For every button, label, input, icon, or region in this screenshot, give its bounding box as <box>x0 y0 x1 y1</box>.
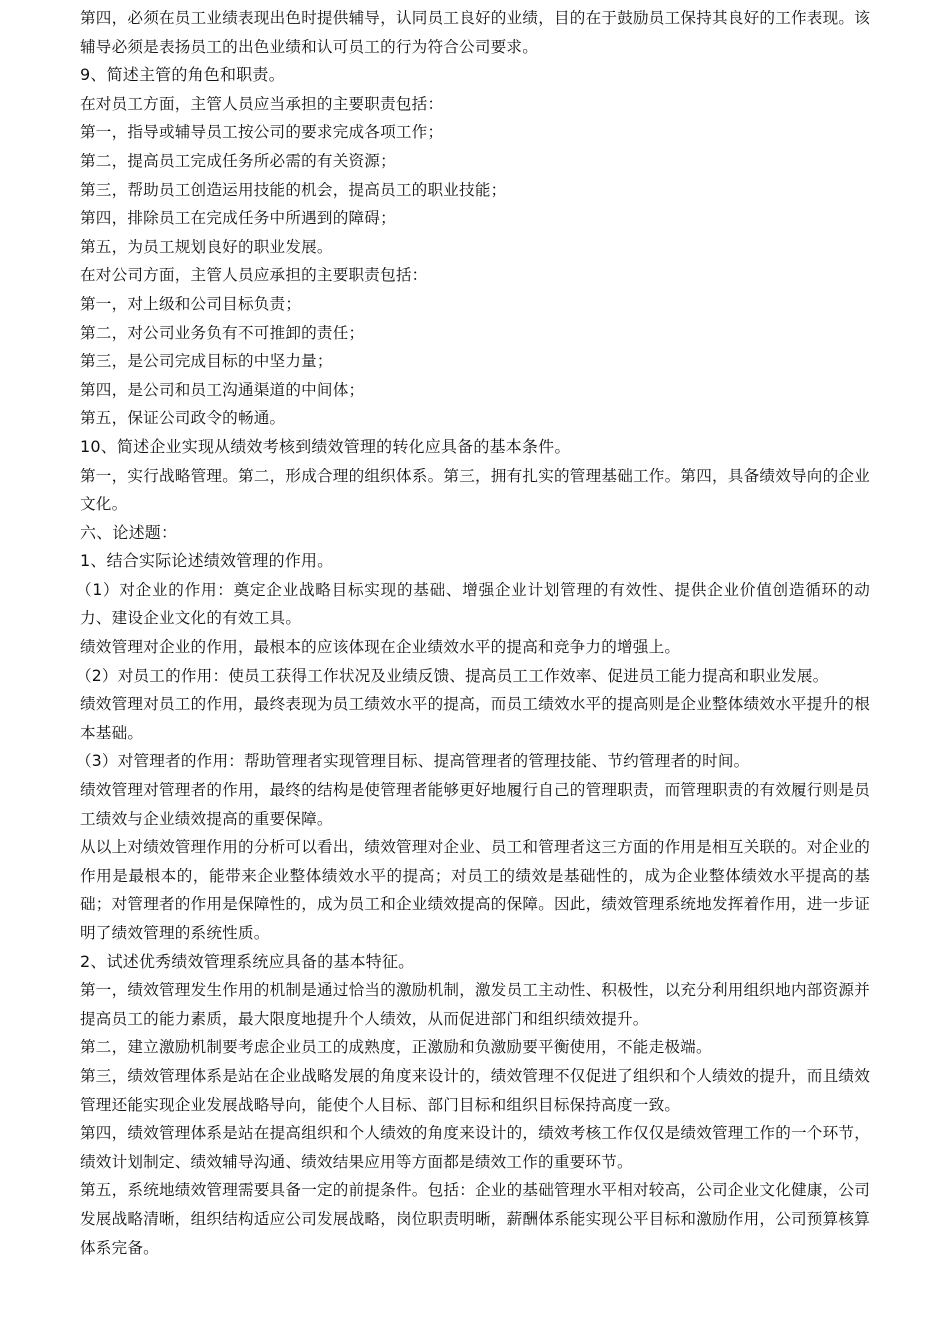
company-duties-intro: 在对公司方面，主管人员应承担的主要职责包括： <box>80 266 428 285</box>
feature-2: 第二，建立激励机制要考虑企业员工的成熟度，正激励和负激励要平衡使用，不能走极端。 <box>80 1038 712 1057</box>
section-six-heading: 六、论述题： <box>80 522 178 542</box>
role-employee-summary: 绩效管理对员工的作用，最终表现为员工绩效水平的提高，而员工绩效水平的提高则是企业整体绩效水平提升的根本基础。 <box>80 695 870 742</box>
role-enterprise-summary: 绩效管理对企业的作用，最根本的应该体现在企业绩效水平的提高和竞争力的增强上。 <box>80 638 681 657</box>
employee-duty-5: 第五，为员工规划良好的职业发展。 <box>80 237 333 256</box>
feature-5: 第五，系统地绩效管理需要具备一定的前提条件。包括：企业的基础管理水平相对较高，公司企业文化健康，公司发展战略清晰，组织结构适应公司发展战略，岗位职责明晰，薪酬体系能实现公平目标和激励作用，公司预算核算体系完备。 <box>80 1181 870 1257</box>
feature-1: 第一，绩效管理发生作用的机制是通过恰当的激励机制，激发员工主动性、积极性，以充分利用组织地内部资源并提高员工的能力素质，最大限度地提升个人绩效，从而促进部门和组织绩效提升。 <box>80 981 870 1028</box>
role-enterprise: （1）对企业的作用：奠定企业战略目标实现的基础、增强企业计划管理的有效性、提供企业价值创造循环的动力、建设企业文化的有效工具。 <box>76 580 870 628</box>
role-employee: （2）对员工的作用：使员工获得工作状况及业绩反馈、提高员工工作效率、促进员工能力提高和职业发展。 <box>76 666 829 685</box>
question-10-heading: 10、简述企业实现从绩效考核到绩效管理的转化应具备的基本条件。 <box>80 436 571 456</box>
role-manager-summary: 绩效管理对管理者的作用，最终的结构是使管理者能够更好地履行自己的管理职责，而管理职责的有效履行则是员工绩效与企业绩效提高的重要保障。 <box>80 781 870 828</box>
company-duty-4: 第四，是公司和员工沟通渠道的中间体； <box>80 380 365 399</box>
question-10-answer: 第一，实行战略管理。第二，形成合理的组织体系。第三，拥有扎实的管理基础工作。第四，具备绩效导向的企业文化。 <box>80 466 870 514</box>
employee-duty-2: 第二，提高员工完成任务所必需的有关资源； <box>80 151 396 170</box>
essay-2-heading: 2、试述优秀绩效管理系统应具备的基本特征。 <box>80 951 415 971</box>
role-manager: （3）对管理者的作用：帮助管理者实现管理目标、提高管理者的管理技能、节约管理者的时间。 <box>76 752 750 771</box>
question-9-heading: 9、简述主管的角色和职责。 <box>80 65 285 85</box>
company-duty-5: 第五，保证公司政令的畅通。 <box>80 409 286 428</box>
employee-duty-3: 第三，帮助员工创造运用技能的机会，提高员工的职业技能； <box>80 180 507 199</box>
document-page <box>76 4 870 1262</box>
feature-4: 第四，绩效管理体系是站在提高组织和个人绩效的角度来设计的，绩效考核工作仅仅是绩效管理工作的一个环节，绩效计划制定、绩效辅导沟通、绩效结果应用等方面都是绩效工作的重要环节。 <box>80 1124 870 1171</box>
employee-duty-1: 第一，指导或辅导员工按公司的要求完成各项工作； <box>80 123 444 142</box>
company-duty-1: 第一，对上级和公司目标负责； <box>80 294 302 313</box>
employee-duties-intro: 在对员工方面，主管人员应当承担的主要职责包括： <box>80 94 444 113</box>
roles-analysis: 从以上对绩效管理作用的分析可以看出，绩效管理对企业、员工和管理者这三方面的作用是相互关联的。对企业的作用是最根本的，能带来企业整体绩效水平的提高；对员工的绩效是基础性的，成为企业整体绩效水平提高的基础；对管理者的作用是保障性的，成为员工和企业绩效提高的保障。因此，绩效管理系统地发挥着作用，进一步证明了绩效管理的系统性质。 <box>80 838 870 942</box>
employee-duty-4: 第四，排除员工在完成任务中所遇到的障碍； <box>80 209 396 228</box>
company-duty-3: 第三，是公司完成目标的中坚力量； <box>80 352 333 371</box>
company-duty-2: 第二，对公司业务负有不可推卸的责任； <box>80 323 365 342</box>
paragraph-coaching-fourth: 第四，必须在员工业绩表现出色时提供辅导，认同员工良好的业绩，目的在于鼓励员工保持其良好的工作表现。该辅导必须是表扬员工的出色业绩和认可员工的行为符合公司要求。 <box>80 9 870 56</box>
essay-1-heading: 1、结合实际论述绩效管理的作用。 <box>80 551 334 571</box>
feature-3: 第三，绩效管理体系是站在企业战略发展的角度来设计的，绩效管理不仅促进了组织和个人绩效的提升，而且绩效管理还能实现企业发展战略导向，能使个人目标、部门目标和组织目标保持高度一致。 <box>80 1066 870 1114</box>
